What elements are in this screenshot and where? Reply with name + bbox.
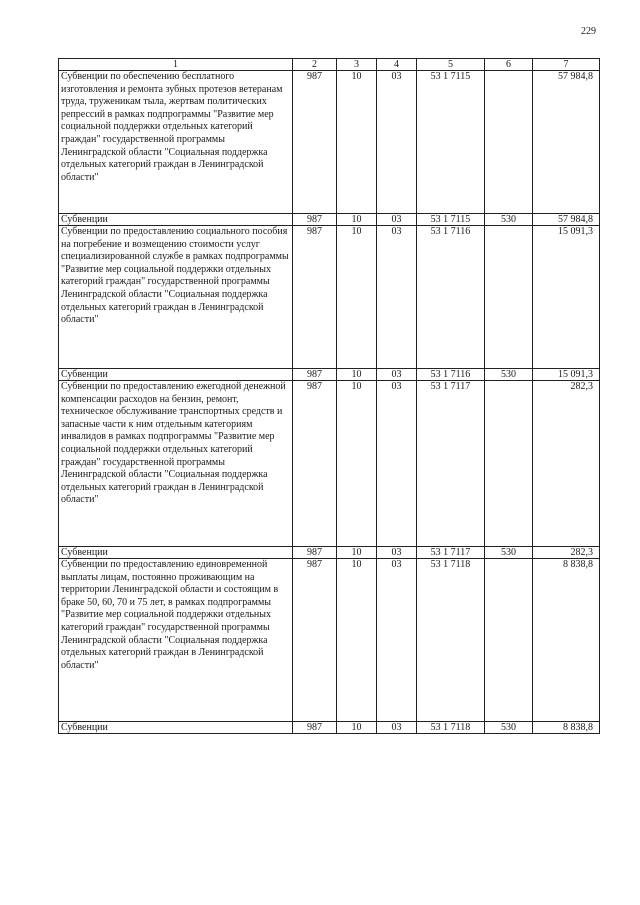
row-description: Субвенции [59,214,293,226]
cell-amount: 8 838,8 [533,722,600,734]
table-row [59,381,600,547]
cell-target-article: 53 1 7117 [417,547,485,559]
page-number: 229 [581,26,596,37]
cell-target-article: 53 1 7118 [417,559,485,722]
row-description: Субвенции по предоставлению единовременной выплаты лицам, постоянно проживающим на территории Ленинградской области и состоящим в браке 50, 60, 70 и 75 лет, в рамках подпрограммы "Развитие мер социальной поддержки отдельных категорий граждан" государственной программы Ленинградской области "Социальная поддержка отдельных категорий граждан в Ленинградской области" [59,559,293,722]
cell-ministry-code: 987 [293,381,337,547]
table-row [59,226,600,369]
cell-expense-type [485,71,533,214]
row-description: Субвенции [59,722,293,734]
cell-ministry-code: 987 [293,559,337,722]
cell-expense-type [485,559,533,722]
cell-expense-type [485,381,533,547]
header-cell: 4 [377,59,417,71]
cell-target-article: 53 1 7117 [417,381,485,547]
row-description: Субвенции по предоставлению ежегодной денежной компенсации расходов на бензин, ремонт, техническое обслуживание транспортных средств и запасные части к ним отдельным категориям инвалидов в рамках подпрограммы "Развитие мер социальной поддержки отдельных категорий граждан" государственной программы Ленинградской области "Социальная поддержка отдельных категорий граждан в Ленинградской области" [59,381,293,547]
cell-target-article: 53 1 7116 [417,226,485,369]
table-row [59,547,600,559]
cell-expense-type: 530 [485,722,533,734]
header-cell: 6 [485,59,533,71]
cell-expense-type: 530 [485,369,533,381]
cell-ministry-code: 987 [293,226,337,369]
cell-section: 10 [337,226,377,369]
cell-target-article: 53 1 7118 [417,722,485,734]
cell-target-article: 53 1 7115 [417,71,485,214]
row-description: Субвенции по предоставлению социального пособия на погребение и возмещению стоимости услуг специализированной службе в рамках подпрограммы "Развитие мер социальной поддержки отдельных категорий граждан" государственной программы Ленинградской области "Социальная поддержка отдельных категорий граждан в Ленинградской области" [59,226,293,369]
table-row [59,214,600,226]
cell-subsection: 03 [377,226,417,369]
cell-amount: 282,3 [533,547,600,559]
cell-ministry-code: 987 [293,71,337,214]
table-row [59,559,600,722]
table-row [59,369,600,381]
budget-table [58,58,600,734]
cell-ministry-code: 987 [293,722,337,734]
cell-expense-type: 530 [485,547,533,559]
row-description: Субвенции по обеспечению бесплатного изготовления и ремонта зубных протезов ветеранам труда, труженикам тыла, жертвам политических репрессий в рамках подпрограммы "Развитие мер социальной поддержки отдельных категорий граждан" государственной программы Ленинградской области "Социальная поддержка отдельных категорий граждан в Ленинградской области" [59,71,293,214]
cell-target-article: 53 1 7115 [417,214,485,226]
header-cell: 1 [59,59,293,71]
cell-section: 10 [337,559,377,722]
cell-subsection: 03 [377,559,417,722]
cell-subsection: 03 [377,722,417,734]
cell-section: 10 [337,381,377,547]
cell-subsection: 03 [377,71,417,214]
cell-amount: 15 091,3 [533,369,600,381]
cell-target-article: 53 1 7116 [417,369,485,381]
header-cell: 7 [533,59,600,71]
cell-ministry-code: 987 [293,214,337,226]
cell-amount: 282,3 [533,381,600,547]
table-row [59,71,600,214]
cell-ministry-code: 987 [293,547,337,559]
header-cell: 5 [417,59,485,71]
cell-section: 10 [337,547,377,559]
cell-expense-type [485,226,533,369]
header-cell: 2 [293,59,337,71]
row-description: Субвенции [59,369,293,381]
row-description: Субвенции [59,547,293,559]
cell-expense-type: 530 [485,214,533,226]
cell-amount: 15 091,3 [533,226,600,369]
cell-amount: 57 984,8 [533,214,600,226]
cell-amount: 57 984,8 [533,71,600,214]
cell-section: 10 [337,722,377,734]
table-row [59,722,600,734]
cell-section: 10 [337,214,377,226]
cell-section: 10 [337,369,377,381]
cell-section: 10 [337,71,377,214]
cell-amount: 8 838,8 [533,559,600,722]
header-cell: 3 [337,59,377,71]
table-header-row [59,59,600,71]
cell-subsection: 03 [377,214,417,226]
cell-subsection: 03 [377,381,417,547]
cell-subsection: 03 [377,369,417,381]
cell-ministry-code: 987 [293,369,337,381]
cell-subsection: 03 [377,547,417,559]
